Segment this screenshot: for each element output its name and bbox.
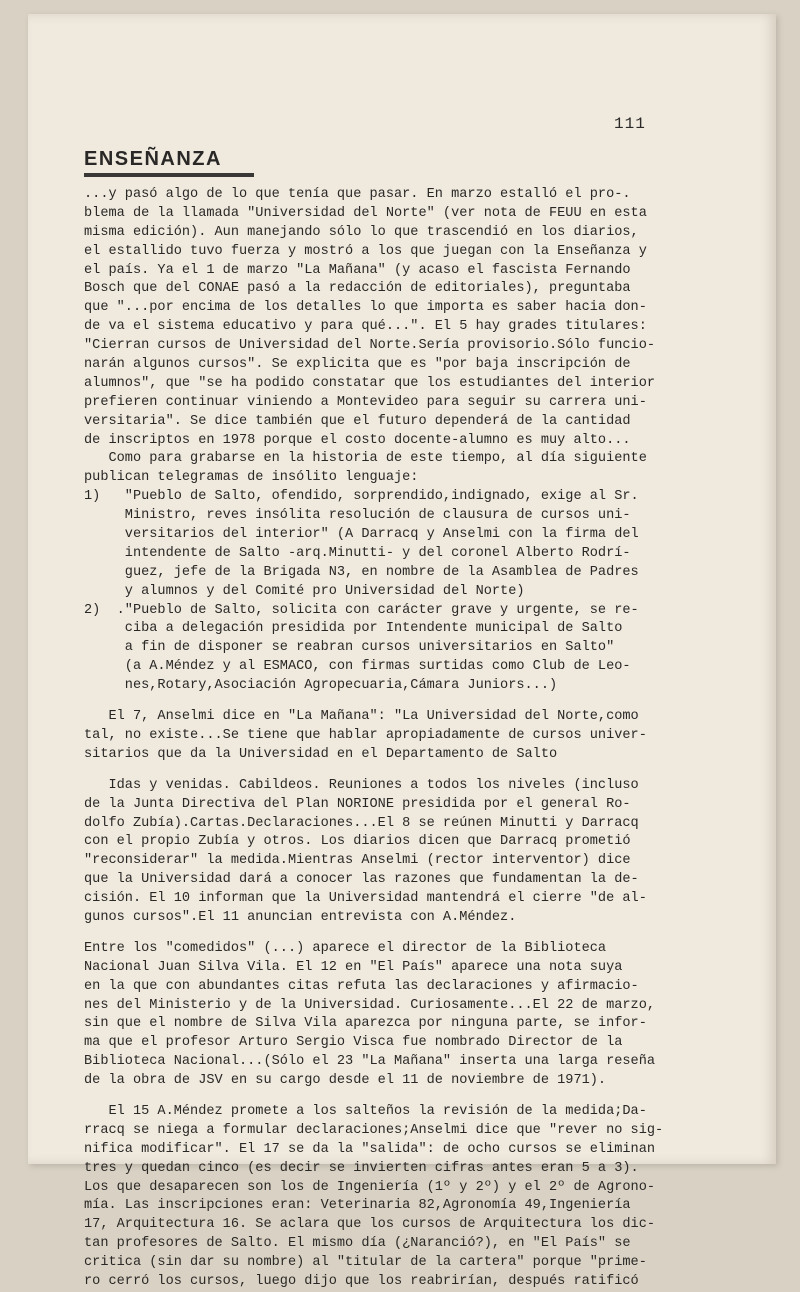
- text-line: tal, no existe...Se tiene que hablar apropiadamente de cursos univer-: [84, 727, 647, 743]
- paragraph: [84, 1103, 744, 1292]
- text-line: Bosch que del CONAE pasó a la redacción de editoriales), preguntaba: [84, 281, 631, 297]
- text-line: publican telegramas de insólito lenguaje:: [84, 470, 419, 486]
- text-line: nes,Rotary,Asociación Agropecuaria,Cámara Juniors...): [84, 678, 558, 694]
- text-line: narán algunos cursos". Se explicita que es "por baja inscripción de: [84, 357, 631, 373]
- text-line: rracq se niega a formular declaraciones;Anselmi dice que "rever no sig-: [84, 1122, 664, 1138]
- paragraph-gap: [84, 765, 744, 777]
- text-line: intendente de Salto -arq.Minutti- y del coronel Alberto Rodrí-: [84, 545, 631, 561]
- text-line: de la obra de JSV en su cargo desde el 11 de noviembre de 1971).: [84, 1073, 607, 1089]
- text-line: guez, jefe de la Brigada N3, en nombre de la Asamblea de Padres: [84, 564, 639, 580]
- text-line: "reconsiderar" la medida.Mientras Anselmi (rector interventor) dice: [84, 853, 631, 869]
- body-text: [84, 186, 744, 1292]
- text-line: El 7, Anselmi dice en "La Mañana": "La Universidad del Norte,como: [84, 709, 639, 725]
- text-line: ...y pasó algo de lo que tenía que pasar. En marzo estalló el pro-.: [84, 187, 631, 202]
- text-line: tres y quedan cinco (es decir se invierten cifras antes eran 5 a 3).: [84, 1160, 639, 1176]
- section-title-underline: [84, 173, 254, 177]
- paragraph-gap: [84, 928, 744, 940]
- text-line: critica (sin dar su nombre) al "titular de la cartera" porque "prime-: [84, 1255, 647, 1271]
- text-line: el país. Ya el 1 de marzo "La Mañana" (y acaso el fascista Fernando: [84, 262, 631, 278]
- text-line: misma edición). Aun manejando sólo lo que trascendió en los diarios,: [84, 224, 639, 240]
- text-line: en la que con abundantes citas refuta las declaraciones y afirmacio-: [84, 978, 639, 994]
- text-line: cisión. El 10 informan que la Universidad mantendrá el cierre "de al-: [84, 891, 647, 907]
- text-line: de va el sistema educativo y para qué...". El 5 hay grades titulares:: [84, 319, 647, 335]
- text-line: el estallido tuvo fuerza y mostró a los que juegan con la Enseñanza y: [84, 243, 647, 259]
- text-line: de inscriptos en 1978 porque el costo docente-alumno es muy alto...: [84, 432, 631, 448]
- text-line: ro cerró los cursos, luego dijo que los reabrirían, después ratificó: [84, 1273, 639, 1289]
- text-line: tan profesores de Salto. El mismo día (¿Naranció?), en "El País" se: [84, 1236, 631, 1252]
- text-line: alumnos", que "se ha podido constatar que los estudiantes del interior: [84, 375, 656, 391]
- text-line: nifica modificar". El 17 se da la "salida": de ocho cursos se eliminan: [84, 1141, 656, 1157]
- text-line: a fin de disponer se reabran cursos universitarios en Salto": [84, 640, 615, 656]
- page-number: 111: [614, 115, 646, 133]
- text-line: Biblioteca Nacional...(Sólo el 23 "La Mañana" inserta una larga reseña: [84, 1054, 656, 1070]
- text-line: Nacional Juan Silva Vila. El 12 en "El País" aparece una nota suya: [84, 959, 623, 975]
- text-line: que "...por encima de los detalles lo que importa es saber hacia don-: [84, 300, 647, 316]
- text-line: 1) "Pueblo de Salto, ofendido, sorprendido,indignado, exige al Sr.: [84, 489, 639, 505]
- text-line: Ministro, reves insólita resolución de clausura de cursos uni-: [84, 508, 631, 524]
- paragraph-gap: [84, 1091, 744, 1103]
- text-line: versitarios del interior" (A Darracq y Anselmi con la firma del: [84, 527, 639, 543]
- text-line: blema de la llamada "Universidad del Norte" (ver nota de FEUU en esta: [84, 205, 647, 221]
- paragraph: [84, 940, 744, 1091]
- paragraph: [84, 777, 744, 928]
- text-line: Entre los "comedidos" (...) aparece el director de la Biblioteca: [84, 940, 607, 956]
- text-line: sin que el nombre de Silva Vila aparezca por ninguna parte, se infor-: [84, 1016, 647, 1032]
- text-line: El 15 A.Méndez promete a los salteños la revisión de la medida;Da-: [84, 1103, 647, 1119]
- text-line: Idas y venidas. Cabildeos. Reuniones a todos los niveles (incluso: [84, 777, 639, 793]
- text-line: Como para grabarse en la historia de este tiempo, al día siguiente: [84, 451, 647, 467]
- paragraph: [84, 186, 744, 696]
- text-line: 17, Arquitectura 16. Se aclara que los cursos de Arquitectura los dic-: [84, 1217, 656, 1233]
- text-line: dolfo Zubía).Cartas.Declaraciones...El 8 se reúnen Minutti y Darracq: [84, 815, 639, 831]
- section-title: ENSEÑANZA: [84, 148, 222, 170]
- text-line: con el propio Zubía y otros. Los diarios dicen que Darracq prometió: [84, 834, 631, 850]
- paragraph-gap: [84, 696, 744, 708]
- text-line: sitarios que da la Universidad en el Departamento de Salto: [84, 746, 558, 762]
- text-line: mía. Las inscripciones eran: Veterinaria 82,Agronomía 49,Ingeniería: [84, 1198, 631, 1214]
- text-line: ma que el profesor Arturo Sergio Visca fue nombrado Director de la: [84, 1035, 623, 1051]
- text-line: (a A.Méndez y al ESMACO, con firmas surtidas como Club de Leo-: [84, 659, 631, 675]
- text-line: y alumnos y del Comité pro Universidad del Norte): [84, 583, 525, 599]
- text-line: "Cierran cursos de Universidad del Norte.Sería provisorio.Sólo funcio-: [84, 338, 656, 354]
- text-line: nes del Ministerio y de la Universidad. Curiosamente...El 22 de marzo,: [84, 997, 656, 1013]
- text-line: ciba a delegación presidida por Intendente municipal de Salto: [84, 621, 623, 637]
- text-line: 2) ."Pueblo de Salto, solicita con carácter grave y urgente, se re-: [84, 602, 639, 618]
- text-line: de la Junta Directiva del Plan NORIONE presidida por el general Ro-: [84, 796, 631, 812]
- text-line: gunos cursos".El 11 anuncian entrevista con A.Méndez.: [84, 909, 517, 925]
- paragraph: [84, 708, 744, 765]
- text-line: Los que desaparecen son los de Ingeniería (1º y 2º) y el 2º de Agrono-: [84, 1179, 656, 1195]
- text-line: prefieren continuar viniendo a Montevideo para seguir su carrera uni-: [84, 394, 647, 410]
- document-page: [28, 14, 776, 1289]
- text-line: versitaria". Se dice también que el futuro dependerá de la cantidad: [84, 413, 631, 429]
- text-line: que la Universidad dará a conocer las razones que fundamentan la de-: [84, 872, 639, 888]
